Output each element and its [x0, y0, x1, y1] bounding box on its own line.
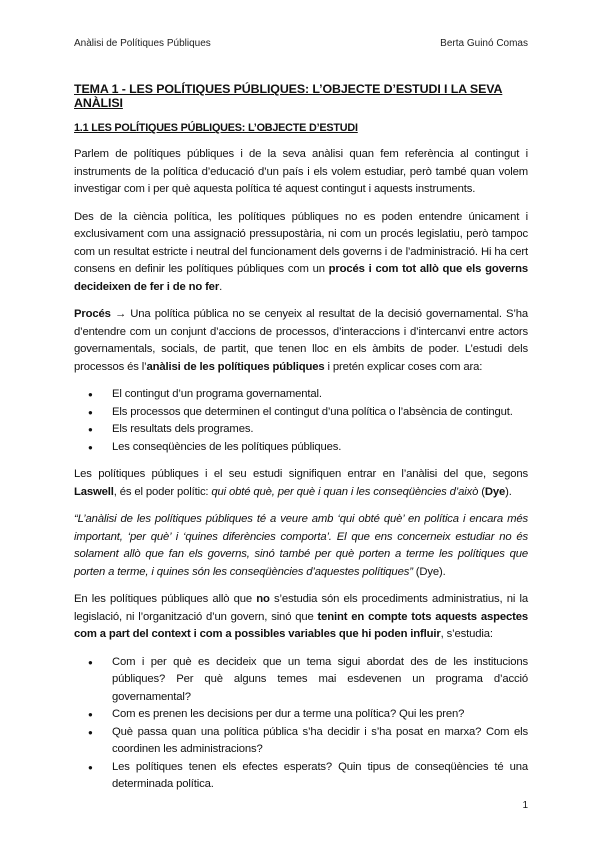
list-study-questions [74, 654, 528, 794]
page-number: 1 [522, 800, 528, 811]
paragraph-scope: En les polítiques públiques allò que no s’estudia són els procediments administratius, ni la legislació, ni l’organització d’un govern, sinó que tenint en compte tots aquests aspectes com a part del context i com a possibles variables que hi poden influir, s’estudia: [74, 593, 528, 640]
list-analysis-goals [74, 386, 528, 456]
list-item: ● Com es prenen les decisions per dur a terme una política? Qui les pren? [112, 706, 528, 724]
paragraph-definition: Des de la ciència política, les polítiques públiques no es poden entendre únicament i exclusivament com una assignació pressupostària, ni com un procés legislatiu, però tampoc com un resultat estricte i neutral del funcionament dels governs i de l’administració. Hi ha cert consens en definir les polítiques públiques com un procés i com tot allò que els governs decideixen de fer i de no fer. [74, 210, 529, 293]
paragraph-process: Procés → Una política pública no se cenyeix al resultat de la decisió governamental. S’ha d’entendre com un conjunt d’accions de processos, d’interaccions i d’intercanvi entre actors governamentals, socials, de partit, que tenen lloc en els àmbits de poder. L’estudi dels processos és l’anàlisi de les polítiques públiques i pretén explicar coses com ara: [74, 308, 528, 373]
header-course-title: Anàlisi de Polítiques Públiques [74, 38, 211, 49]
list-item: ● Els resultats dels programes. [112, 421, 528, 439]
bold-analysis: anàlisi de les polítiques públiques [146, 360, 325, 373]
dye-quote: “L’anàlisi de les polítiques públiques té a veure amb ‘qui obté què’ en política i encara més important, ‘per què’ i ‘quines diferències comporta’. El que ens concerneix estudiar no és solament allò que fan els governs, sinó també per què porten a terme les polítiques que porten a terme, i quines són les conseqüències d’aquestes polítiques” [74, 513, 528, 578]
italic-power-definition: qui obté què, per què i quan i les conseqüències d’això [211, 485, 479, 498]
paragraph-intro: Parlem de polítiques públiques i de la seva anàlisi quan fem referència al contingut i instruments de la política d’educació d’un país i els volem estudiar, però també quan volem investigar com i per què aquesta política té aquest contingut i aquests instruments. [74, 148, 528, 195]
list-item: ● Els processos que determinen el contingut d’una política o l’absència de contingut. [112, 404, 528, 422]
document-body [74, 82, 528, 804]
list-item: ● Les conseqüències de les polítiques públiques. [112, 439, 528, 457]
list-item: ● El contingut d’un programa governamental. [112, 386, 528, 404]
section-title: 1.1 LES POLÍTIQUES PÚBLIQUES: L’OBJECTE D’ESTUDI [74, 122, 358, 134]
paragraph-laswell: Les polítiques públiques i el seu estudi signifiquen entrar en l’anàlisi del que, segons Laswell, és el poder polític: qui obté què, per què i quan i les conseqüències d’això (Dye). [74, 468, 528, 498]
bold-process: Procés [74, 308, 111, 320]
list-item: ● Com i per què es decideix que un tema sigui abordat des de les institucions públiques? Per què alguns temes mai esdevenen un programa d’acció governamental? [112, 654, 528, 707]
bold-context: tenint en compte tots aquests aspectes com a part del context i com a possibles variables que hi poden influir [74, 610, 528, 640]
header-author: Berta Guinó Comas [440, 38, 528, 49]
paragraph-quote: “L’anàlisi de les polítiques públiques té a veure amb ‘qui obté què’ en política i encara més important, ‘per què’ i ‘quines diferències comporta’. El que ens concerneix estudiar no és solament allò que fan els governs, sinó també per què porten a terme les polítiques que porten a terme, i quines són les conseqüències d’aquestes polítiques” (Dye). [74, 513, 528, 578]
chapter-title: TEMA 1 - LES POLÍTIQUES PÚBLIQUES: L’OBJECTE D’ESTUDI I LA SEVA ANÀLISI [74, 82, 503, 110]
list-item: ● Les polítiques tenen els efectes esperats? Quin tipus de conseqüències té una determinada política. [112, 759, 528, 794]
bold-definition: procés i com tot allò que els governs decideixen de fer i de no fer [74, 263, 529, 293]
bold-laswell: Laswell [74, 485, 114, 498]
bold-dye: Dye [484, 485, 506, 498]
list-item: ● Què passa quan una política pública s’ha decidir i s’ha posat en marxa? Com els coordinen les administracions? [112, 724, 528, 759]
